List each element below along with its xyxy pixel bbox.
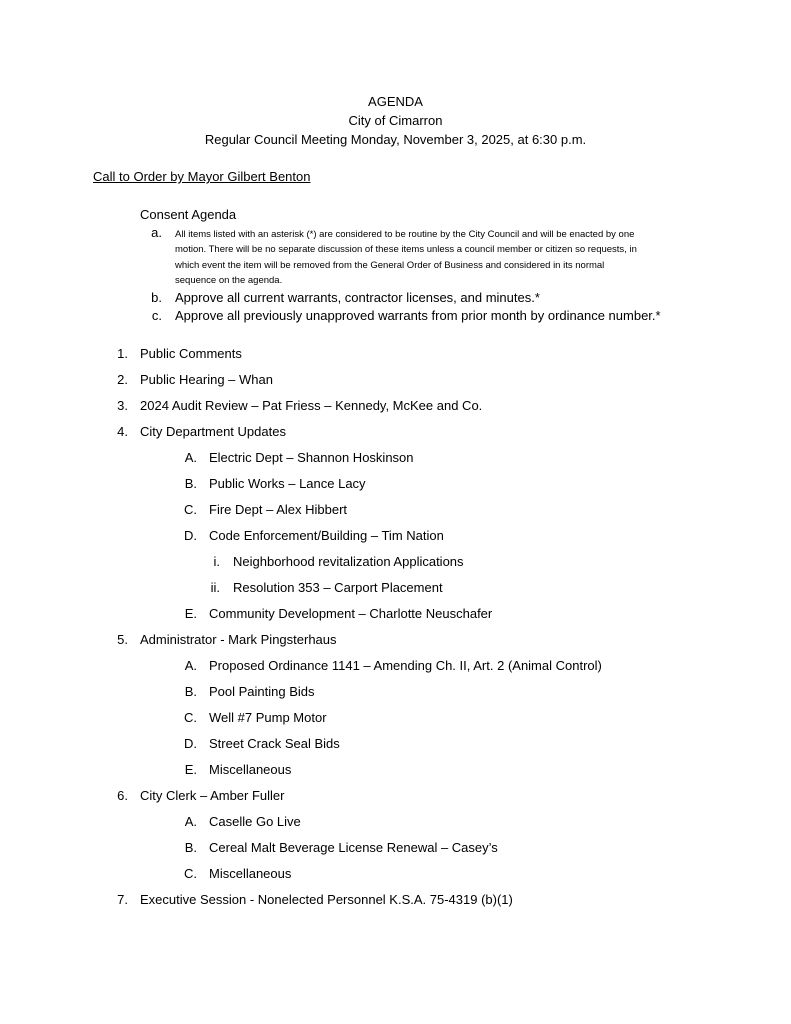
consent-heading: Consent Agenda [140, 207, 237, 222]
subitem-marker: A. [184, 814, 197, 829]
consent-c-marker: c. [151, 308, 162, 323]
city-name: City of Cimarron [348, 113, 443, 128]
consent-c-text: Approve all previously unapproved warrants from prior month by ordinance number.* [175, 308, 661, 323]
subitem-marker: E. [184, 762, 197, 777]
item-number: 7. [117, 892, 128, 907]
subitem-electric-dept: Electric Dept – Shannon Hoskinson [209, 450, 414, 465]
item-number: 3. [117, 398, 128, 413]
item-city-department-updates: City Department Updates [140, 424, 286, 439]
agenda-title: AGENDA [368, 94, 423, 109]
consent-b-text: Approve all current warrants, contractor licenses, and minutes.* [175, 290, 540, 305]
subitem-marker: C. [184, 710, 197, 725]
subitem-cmb-license-renewal: Cereal Malt Beverage License Renewal – Casey’s [209, 840, 498, 855]
item-number: 1. [117, 346, 128, 361]
item-audit-review: 2024 Audit Review – Pat Friess – Kennedy, McKee and Co. [140, 398, 483, 413]
item-number: 4. [117, 424, 128, 439]
consent-a-line: sequence on the agenda. [175, 275, 283, 286]
consent-a-line: All items listed with an asterisk (*) are considered to be routine by the City Council and will be enacted by one [175, 229, 635, 240]
subitem-proposed-ordinance: Proposed Ordinance 1141 – Amending Ch. II, Art. 2 (Animal Control) [209, 658, 602, 673]
subitem-miscellaneous: Miscellaneous [209, 762, 292, 777]
consent-b-marker: b. [151, 290, 162, 305]
subitem-marker: B. [184, 476, 197, 491]
subitem-code-enforcement: Code Enforcement/Building – Tim Nation [209, 528, 444, 543]
subitem-fire-dept: Fire Dept – Alex Hibbert [209, 502, 348, 517]
subitem-marker: B. [184, 684, 197, 699]
call-to-order: Call to Order by Mayor Gilbert Benton [93, 169, 311, 184]
subitem-marker: A. [184, 658, 197, 673]
item-public-comments: Public Comments [140, 346, 242, 361]
subitem-public-works: Public Works – Lance Lacy [209, 476, 366, 491]
subitem-pool-painting-bids: Pool Painting Bids [209, 684, 315, 699]
item-public-hearing: Public Hearing – Whan [140, 372, 273, 387]
subitem-marker: E. [184, 606, 197, 621]
consent-a-marker: a. [151, 225, 162, 240]
subitem-community-development: Community Development – Charlotte Neuschafer [209, 606, 493, 621]
subitem-marker: A. [184, 450, 197, 465]
subitem-marker: C. [184, 502, 197, 517]
subitem-marker: C. [184, 866, 197, 881]
subsubitem-marker: i. [213, 554, 220, 569]
item-number: 6. [117, 788, 128, 803]
subitem-marker: D. [184, 736, 197, 751]
subitem-marker: B. [184, 840, 197, 855]
subitem-miscellaneous: Miscellaneous [209, 866, 292, 881]
item-number: 5. [117, 632, 128, 647]
subsubitem-neighborhood-revitalization: Neighborhood revitalization Applications [233, 554, 464, 569]
meeting-info: Regular Council Meeting Monday, November 3, 2025, at 6:30 p.m. [204, 132, 587, 147]
subsubitem-resolution-353: Resolution 353 – Carport Placement [233, 580, 443, 595]
consent-a-line: which event the item will be removed from the General Order of Business and considered in its normal [175, 260, 605, 271]
item-administrator: Administrator - Mark Pingsterhaus [140, 632, 337, 647]
subitem-marker: D. [184, 528, 197, 543]
item-city-clerk: City Clerk – Amber Fuller [140, 788, 285, 803]
item-number: 2. [117, 372, 128, 387]
subitem-caselle-go-live: Caselle Go Live [209, 814, 301, 829]
item-executive-session: Executive Session - Nonelected Personnel K.S.A. 75-4319 (b)(1) [140, 892, 513, 907]
subitem-street-crack-seal-bids: Street Crack Seal Bids [209, 736, 340, 751]
consent-a-line: motion. There will be no separate discussion of these items unless a council member or citizen so requests, in [175, 244, 637, 255]
subitem-well-pump-motor: Well #7 Pump Motor [209, 710, 327, 725]
subsubitem-marker: ii. [210, 580, 220, 595]
